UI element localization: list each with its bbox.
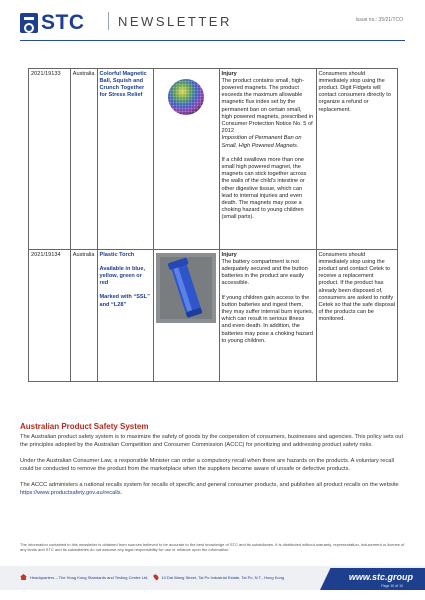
section-paragraph-2: Under the Australian Consumer Law, a responsible Minister can order a compulsory recall when there are hazards on the products. A voluntary recall could be conducted to remove the product from the marketplace when the suppliers become aware of unsafe or defective products. (20, 458, 394, 472)
recall-id: 2021/19134 (29, 250, 71, 382)
page-number: Page 10 of 10 (381, 584, 403, 588)
product-name: Colorful Magnetic Ball, Squish and Crunch Together for Stress Relief (99, 70, 147, 99)
headquarters-text: Headquarters – The Hong Kong Standards and Testing Centre Ltd. (30, 574, 149, 580)
table-row (29, 250, 398, 382)
recall-table (28, 68, 398, 382)
product-image-cell (153, 250, 219, 382)
hazard-description: The product contains small, high-powered magnets. The product exceeds the maximum allowable magnetic flux index set by the permanent ban on certain small, high powered magnets, prescribed in Consumer Protection Notice No. 5 of 2012 (221, 77, 314, 135)
hazard-cell (219, 69, 316, 250)
disclaimer: The information contained in this newsletter is obtained from sources believed to be accurate to the best knowledge of STC and its subsidiaries. It is distributed without warranty, representation, inducement or license of any kinds and STC and its subsidiaries do not assume any legal responsibility for use or reliance upon the information. (20, 542, 405, 553)
product-image-cell (153, 69, 219, 250)
country: Australia (70, 69, 97, 250)
paragraph-text: The ACCC administers a national recalls system for recalls of specific and general consumer products, and publishes all product recalls on the website (20, 482, 399, 488)
paragraph-end: . (120, 489, 123, 496)
table-row (29, 69, 398, 250)
hazard-ban-reference: Imposition of Permanent Ban on Small, High Powered Magnets. (221, 135, 302, 149)
header-divider (108, 12, 109, 30)
product-name: Plastic Torch (99, 251, 135, 258)
recall-id: 2021/19133 (29, 69, 71, 250)
section-title: Australian Product Safety System (20, 422, 149, 431)
stc-logo (20, 11, 85, 35)
logo-text: STC (41, 11, 85, 34)
product-variants: Available in blue, yellow, green or red (99, 265, 146, 287)
footer-info (20, 574, 284, 580)
hazard-consequence: If young children gain access to the button batteries and ingest them, they may suffer internal burn injuries, which can result in serious illness and even death. In addition, the batteries may pose a choking hazard to young children. (221, 294, 314, 344)
website-url[interactable]: www.stc.group (348, 572, 413, 582)
stc-logo-icon (20, 13, 38, 33)
product-markings: Marked with “SSL” and “L28” (99, 294, 150, 308)
address-text: 10 Dai Wang Street, Tai Po Industrial Estate, Tai Po, N.T., Hong Kong (161, 574, 285, 580)
hazard-cell (219, 250, 316, 382)
hazard-consequence: If a child swallows more than one small high powered magnet, the magnets can stick together across the walls of the child's intestine or other digestive tissue, which can lead to internal injuries and even death. The magnets may pose a choking hazard to young children (small parts). (221, 156, 307, 221)
hazard-title: Injury (221, 70, 237, 77)
magnetic-ball-image (166, 77, 206, 117)
location-pin-icon (153, 573, 160, 580)
remedy-cell: Consumers should immediately stop using the product. Digit Fidgets will contact consumers directly to organize a refund or replacement. (316, 69, 398, 250)
issue-number: Issue no.: 35/21/TCO (355, 17, 403, 23)
recalls-link[interactable]: https://www.productsafety.gov.au/recalls (20, 489, 121, 496)
product-cell (97, 250, 153, 382)
product-cell (97, 69, 153, 250)
header-rule (20, 40, 405, 41)
section-paragraph-1: The Australian product safety system is to maximize the safety of goods by the cooperation of consumers, businesses and agencies. This policy sets out the principles adopted by the Australian Competition and Consumer Commission (ACCC) for prioritizing and addressing product safety risks. (20, 434, 404, 448)
plastic-torch-image (156, 253, 216, 323)
home-icon (20, 574, 27, 580)
section-paragraph-3 (20, 482, 405, 498)
newsletter-title: NEWSLETTER (118, 14, 232, 29)
remedy-cell: Consumers should immediately stop using the product and contact Cetek to receive a replacement product. If the product has already been disposed of, consumers are asked to notify Cetek so that the safe disposal of the products can be monitored. (316, 250, 398, 382)
hazard-title: Injury (221, 251, 237, 258)
country: Australia (70, 250, 97, 382)
page-header (0, 0, 425, 42)
hazard-description: The battery compartment is not adequately secured and the button batteries in the product are easily accessible. (221, 258, 308, 287)
